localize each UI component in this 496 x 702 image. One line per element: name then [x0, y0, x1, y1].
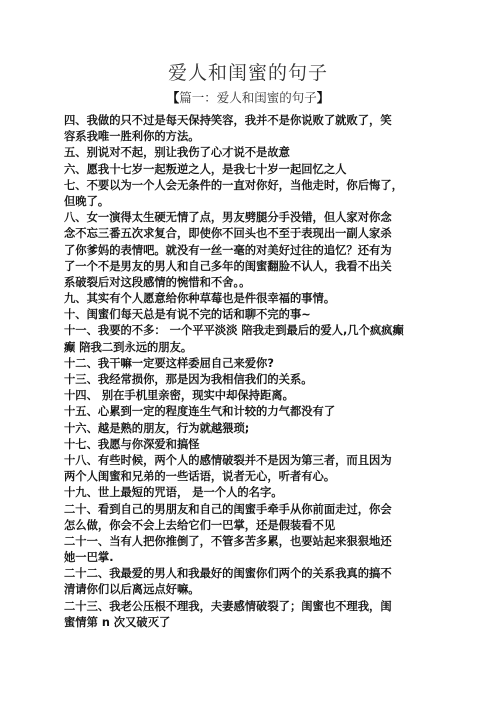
text-line: 八、女一演得太生硬无情了点，男友劈腿分手没错，但人家对你念	[64, 211, 392, 225]
text-line: 九、其实有个人愿意给你种草莓也是件很幸福的事情。	[64, 292, 336, 306]
text-line: 清请你们以后离远点好嘛。	[64, 583, 200, 597]
text-line: 十六、越是熟的朋友，行为就越猥琐;	[64, 421, 250, 435]
text-line: 二十一、当有人把你推倒了，不管多苦多累，也要站起来狠狠地还	[64, 534, 392, 548]
subtitle-text: 篇一：爱人和闺蜜的句子	[179, 90, 317, 105]
text-line: 十九、世上最短的咒语， 是一个人的名字。	[64, 486, 283, 500]
text-line: 十五、心累到一定的程度连生气和计较的力气都没有了	[64, 405, 336, 419]
text-line: 容系我唯一胜利你的方法。	[64, 130, 200, 144]
text-line: 了你爹妈的表情吧。就没有一丝一毫的对美好过往的追忆？还有为	[64, 243, 392, 257]
text-line: 了一个不是男友的男人和自己多年的闺蜜翻脸不认人，我看不出关	[64, 259, 392, 273]
subtitle-close-bracket: 】	[316, 90, 330, 105]
text-line: 四、我做的只不过是每天保持笑容，我并不是你说败了就败了，笑	[64, 114, 392, 127]
text-line: 蜜情第 n 次又破灭了	[64, 615, 171, 629]
text-line: 十八、有些时候，两个人的感情破裂并不是因为第三者，而且因为	[64, 453, 392, 467]
text-line: 十三、我经常损你，那是因为我相信我们的关系。	[64, 373, 313, 386]
document-body	[64, 113, 444, 631]
text-line: 系破裂后对这段感情的惋惜和不舍。。	[64, 275, 251, 289]
text-line: 但晚了。	[64, 194, 110, 208]
text-line: 五、别说对不起，别让我伤了心才说不是故意	[64, 146, 290, 160]
text-line: 她一巴掌.	[64, 551, 114, 565]
text-line: 六、愿我十七岁一起叛逆之人，是我七十岁一起回忆之人	[64, 162, 347, 176]
text-line: 十七、我愿与你深爱和搞怪	[64, 437, 200, 451]
document-title: 爱人和闺蜜的句子	[167, 62, 328, 84]
document-subtitle	[0, 88, 496, 108]
text-line: 十二、我干嘛一定要这样委屈自己来爱你?	[64, 356, 274, 370]
text-line: 十、闺蜜们每天总是有说不完的话和聊不完的事~	[64, 308, 311, 322]
text-line: 怎么做，你会不会上去给它们一巴掌，还是假装看不见	[64, 518, 336, 532]
text-line: 二十三、我老公压根不理我，夫妻感情破裂了；闺蜜也不理我，闺	[64, 599, 392, 613]
text-line: 十四、 别在手机里亲密，现实中却保持距离。	[64, 389, 294, 403]
text-line: 癫 陪我二到永远的朋友。	[64, 340, 193, 354]
text-line: 七、不要以为一个人会无条件的一直对你好，当他走时，你后悔了，	[64, 178, 403, 192]
text-line: 二十二、我最爱的男人和我最好的闺蜜你们两个的关系我真的搞不	[64, 567, 392, 581]
subtitle-open-bracket: 【	[166, 90, 180, 105]
text-line: 念不忘三番五次求复合，即使你不回头也不至于表现出一副人家杀	[64, 227, 392, 241]
text-line: 十一、我要的不多： 一个平平淡淡 陪我走到最后的爱人,几个疯疯癫	[64, 324, 404, 338]
text-line: 两个人闺蜜和兄弟的一些话语，说者无心，听者有心。	[64, 470, 336, 484]
text-line: 二十、看到自己的男朋友和自己的闺蜜手牵手从你前面走过，你会	[64, 502, 392, 516]
